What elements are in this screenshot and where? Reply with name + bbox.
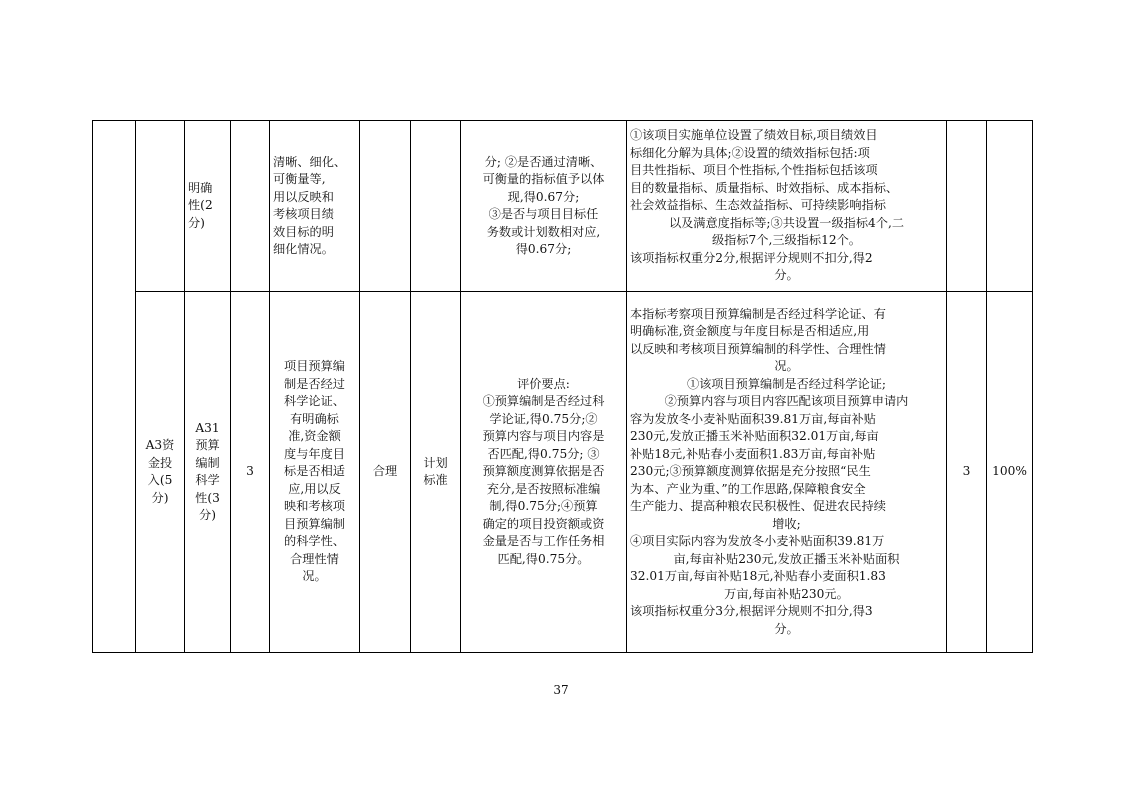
- detail-line: 标细化分解为具体;②设置的绩效指标包括:项: [630, 145, 870, 160]
- detail-line: ①该项目实施单位设置了绩效目标,项目绩效目: [630, 128, 878, 143]
- explanation-line: 项目预算编: [284, 359, 345, 374]
- scoring-line: 分; ②是否通过清晰、: [484, 154, 603, 169]
- score-rate-cell: 100%: [987, 292, 1033, 653]
- detail-line: ①该项目预算编制是否经过科学论证;: [686, 376, 887, 391]
- explanation-line: 科学论证、: [284, 394, 345, 409]
- indicator-explanation-cell: [270, 292, 360, 653]
- detail-line: 本指标考察项目预算编制是否经过科学论证、有: [630, 306, 886, 321]
- indicator-name-line: 金投: [147, 455, 173, 470]
- tertiary-indicator-cell: [185, 121, 231, 292]
- explanation-line: 应,用以反: [288, 481, 341, 496]
- scoring-rules-cell: [461, 121, 627, 292]
- indicator-name-line: 明确: [188, 180, 213, 195]
- indicator-name-line: 分): [199, 508, 216, 522]
- detail-line: 该项指标权重分2分,根据评分规则不扣分,得2: [630, 250, 873, 265]
- scoring-line: 可衡量的指标值予以体: [482, 172, 605, 186]
- standard-basis-cell: [411, 292, 461, 653]
- detail-line: 该项指标权重分3分,根据评分规则不扣分,得3: [630, 604, 873, 619]
- secondary-indicator-cell: [136, 292, 185, 653]
- scoring-line: 匹配,得0.75分。: [497, 551, 590, 566]
- indicator-name-line: A3资: [145, 438, 175, 452]
- scoring-line: 预算内容与项目内容是: [482, 429, 605, 444]
- score-rate-cell: [987, 121, 1033, 292]
- explanation-line: 映和考核项: [284, 499, 345, 514]
- indicator-explanation-cell: [270, 121, 360, 292]
- detail-line: 以反映和考核项目预算编制的科学性、合理性情: [630, 341, 886, 356]
- scoring-line: 金量是否与工作任务相: [482, 534, 605, 549]
- detail-line: 为本、产业为重、”的工作思路,保障粮食安全: [630, 481, 866, 496]
- explanation-line: 清晰、细化、: [273, 154, 347, 169]
- scoring-rules-cell: [461, 292, 627, 653]
- detail-line: 32.01万亩,每亩补贴18元,补贴春小麦面积1.83: [630, 569, 886, 584]
- weight-cell: 3: [231, 292, 270, 653]
- standard-value-cell: [360, 121, 411, 292]
- scoring-line: 否匹配,得0.75分; ③: [487, 446, 600, 461]
- detail-line: 级指标7个,三级指标12个。: [711, 233, 861, 248]
- score-cell: 3: [947, 292, 987, 653]
- detail-line: 目的数量指标、质量指标、时效指标、成本指标、: [630, 180, 899, 195]
- indicator-name-line: 科学: [195, 473, 220, 487]
- indicator-name-line: 分): [151, 490, 169, 505]
- scoring-line: ③是否与项目目标任: [488, 207, 599, 221]
- scoring-line: 确定的项目投资额或资: [482, 516, 605, 531]
- indicator-name-line: A31: [195, 420, 220, 435]
- scoring-line: 现,得0.67分;: [507, 189, 580, 204]
- detail-line: 容为发放冬小麦补贴面积39.81万亩,每亩补贴: [630, 411, 876, 426]
- detail-line: 增收;: [772, 516, 801, 531]
- scoring-line: 制,得0.75分;④预算: [489, 499, 598, 514]
- explanation-line: 准,资金额: [288, 429, 341, 444]
- explanation-line: 目预算编制: [284, 516, 345, 531]
- detail-line: ④项目实际内容为发放冬小麦补贴面积39.81万: [630, 534, 885, 549]
- detail-line: 生产能力、提高种粮农民积极性、促进农民持续: [630, 499, 886, 514]
- explanation-line: 可衡量等,: [273, 172, 326, 186]
- indicator-name-line: 入(5: [147, 473, 173, 487]
- detail-line: 亩,每亩补贴230元,发放正播玉米补贴面积: [673, 551, 900, 566]
- basis-line: 标准: [423, 473, 448, 487]
- detail-line: 以及满意度指标等;③共设置一级指标4个,二: [668, 215, 905, 230]
- detail-line: 社会效益指标、生态效益指标、可持续影响指标: [630, 198, 886, 213]
- detail-line: 万亩,每亩补贴230元。: [724, 586, 849, 601]
- basis-line: 计划: [423, 455, 448, 470]
- page-number: 37: [553, 683, 569, 697]
- indicator-name-line: 预算: [195, 438, 220, 452]
- explanation-line: 用以反映和: [273, 189, 334, 204]
- detail-line: 230元;③预算额度测算依据是充分按照“民生: [630, 464, 871, 479]
- detail-line: 分。: [774, 268, 799, 283]
- detail-line: 明确标准,资金额度与年度目标是否相适应,用: [630, 324, 870, 339]
- detail-line: 况。: [774, 359, 799, 374]
- explanation-line: 制是否经过: [284, 376, 345, 391]
- scoring-line: 务数或计划数相对应,: [486, 224, 601, 239]
- scoring-line: 预算额度测算依据是否: [482, 464, 605, 479]
- explanation-line: 况。: [302, 569, 327, 584]
- explanation-line: 考核项目绩: [273, 207, 334, 221]
- standard-value-cell: 合理: [360, 292, 411, 653]
- secondary-indicator-cell: [136, 121, 185, 292]
- indicator-name-line: 分): [188, 215, 205, 230]
- scoring-line: 充分,是否按照标准编: [486, 481, 601, 496]
- primary-indicator-cell: [93, 121, 136, 653]
- weight-cell: [231, 121, 270, 292]
- evaluation-table: [92, 120, 1033, 653]
- detail-line: 分。: [774, 621, 799, 636]
- scoring-line: 评价要点:: [517, 376, 570, 391]
- scoring-line: 学论证,得0.75分;②: [489, 411, 598, 426]
- explanation-line: 的科学性、: [284, 534, 345, 549]
- table-row: [93, 292, 1033, 653]
- indicator-name-line: 性(2: [188, 198, 213, 213]
- explanation-line: 合理性情: [290, 551, 339, 566]
- detail-line: 目共性指标、项目个性指标,个性指标包括该项: [630, 163, 878, 178]
- explanation-line: 标是否相适: [284, 464, 345, 479]
- indicator-name-line: 编制: [195, 455, 220, 470]
- evaluation-detail-cell: [627, 121, 947, 292]
- table-row: [93, 121, 1033, 292]
- scoring-line: ①预算编制是否经过科: [482, 394, 605, 409]
- tertiary-indicator-cell: [185, 292, 231, 653]
- detail-line: 补贴18元,补贴春小麦面积1.83万亩,每亩补贴: [630, 446, 876, 461]
- indicator-name-line: 性(3: [195, 490, 220, 505]
- detail-line: 230元,发放正播玉米补贴面积32.01万亩,每亩: [630, 429, 879, 444]
- score-cell: [947, 121, 987, 292]
- explanation-line: 细化情况。: [273, 242, 334, 256]
- explanation-line: 效目标的明: [273, 224, 334, 239]
- scoring-line: 得0.67分;: [515, 242, 572, 256]
- standard-basis-cell: [411, 121, 461, 292]
- detail-line: ②预算内容与项目内容匹配该项目预算申请内: [664, 394, 909, 409]
- explanation-line: 度与年度目: [284, 446, 345, 461]
- evaluation-detail-cell: [627, 292, 947, 653]
- explanation-line: 有明确标: [290, 411, 339, 426]
